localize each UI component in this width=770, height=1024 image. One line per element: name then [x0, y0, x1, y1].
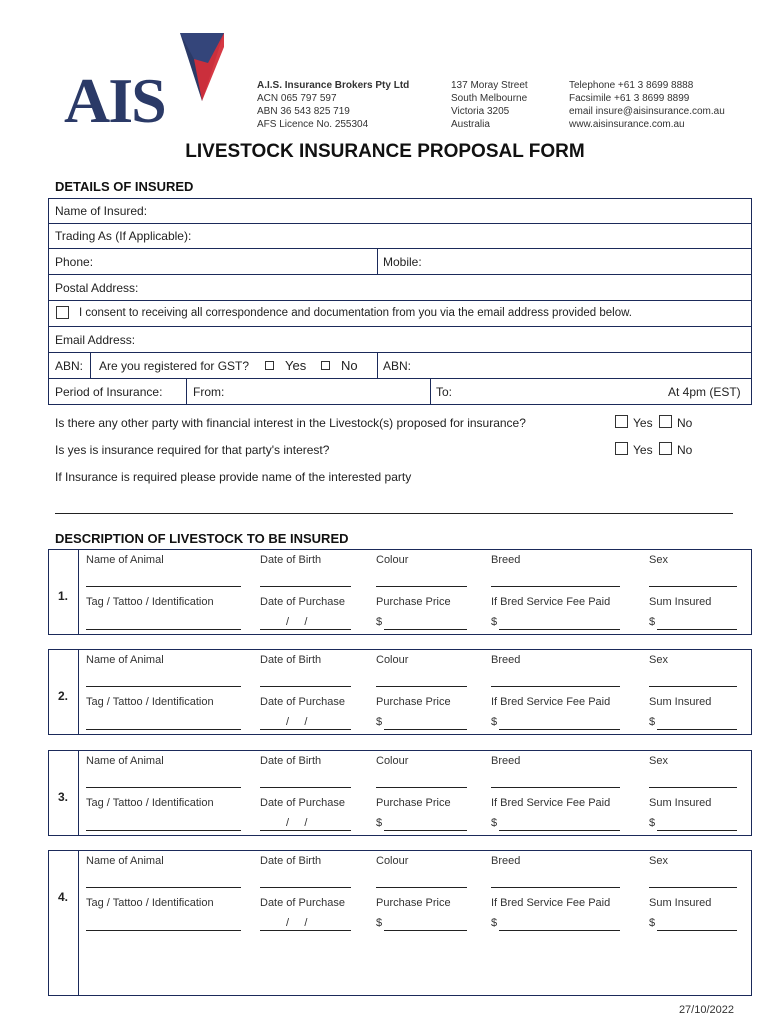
- date-of-birth-field[interactable]: [260, 787, 351, 788]
- service-fee-field[interactable]: [499, 930, 620, 931]
- sex-field[interactable]: [649, 686, 737, 687]
- company-contact: [569, 79, 725, 131]
- identification-label: Tag / Tattoo / Identification: [86, 596, 214, 608]
- date-of-birth-label: Date of Birth: [260, 654, 322, 666]
- sum-insured-label: Sum Insured: [649, 897, 712, 909]
- dollar-sign: $: [376, 817, 383, 829]
- date-separators: / /: [286, 716, 308, 728]
- gst-no-label: No: [341, 358, 358, 373]
- colour-field[interactable]: [376, 586, 467, 587]
- date-of-purchase-field[interactable]: [260, 830, 351, 831]
- purchase-price-label: Purchase Price: [376, 696, 451, 708]
- purchase-price-label: Purchase Price: [376, 596, 451, 608]
- service-fee-field[interactable]: [499, 629, 620, 630]
- service-fee-label: If Bred Service Fee Paid: [491, 797, 611, 809]
- breed-label: Breed: [491, 654, 521, 666]
- dollar-sign: $: [491, 917, 498, 929]
- date-of-purchase-field[interactable]: [260, 629, 351, 630]
- financial-interest-yes-checkbox[interactable]: [615, 415, 628, 428]
- breed-field[interactable]: [491, 686, 620, 687]
- date-separators: / /: [286, 817, 308, 829]
- logo-text: AIS: [64, 65, 165, 136]
- livestock-heading: DESCRIPTION OF LIVESTOCK TO BE INSURED: [55, 531, 349, 546]
- gst-question: Are you registered for GST?: [99, 359, 250, 373]
- animal-name-field[interactable]: [86, 686, 241, 687]
- date-of-birth-field[interactable]: [260, 686, 351, 687]
- purchase-price-field[interactable]: [384, 729, 467, 730]
- company-abn: ABN 36 543 825 719: [257, 106, 350, 117]
- dollar-sign: $: [376, 616, 383, 628]
- service-fee-label: If Bred Service Fee Paid: [491, 696, 611, 708]
- colour-label: Colour: [376, 755, 409, 767]
- purchase-price-field[interactable]: [384, 629, 467, 630]
- party-insurance-yes-label: Yes: [633, 443, 653, 457]
- contact-email[interactable]: email insure@aisinsurance.com.au: [569, 106, 725, 117]
- breed-field[interactable]: [491, 887, 620, 888]
- dollar-sign: $: [491, 716, 498, 728]
- sex-field[interactable]: [649, 887, 737, 888]
- interested-party-field[interactable]: [55, 513, 733, 514]
- date-of-purchase-label: Date of Purchase: [260, 596, 345, 608]
- livestock-block-number: 2.: [58, 689, 69, 703]
- purchase-price-label: Purchase Price: [376, 897, 451, 909]
- animal-name-field[interactable]: [86, 586, 241, 587]
- date-of-purchase-field[interactable]: [260, 930, 351, 931]
- identification-field[interactable]: [86, 729, 241, 730]
- identification-field[interactable]: [86, 830, 241, 831]
- consent-label: I consent to receiving all correspondence and documentation from you via the email address provided below.: [79, 307, 632, 319]
- breed-field[interactable]: [491, 787, 620, 788]
- sum-insured-label: Sum Insured: [649, 596, 712, 608]
- party-insurance-yes-checkbox[interactable]: [615, 442, 628, 455]
- colour-field[interactable]: [376, 686, 467, 687]
- date-of-birth-label: Date of Birth: [260, 554, 322, 566]
- gst-no-checkbox[interactable]: [321, 361, 330, 370]
- date-of-purchase-label: Date of Purchase: [260, 797, 345, 809]
- financial-interest-yes-label: Yes: [633, 416, 653, 430]
- sex-field[interactable]: [649, 586, 737, 587]
- abn-field[interactable]: ABN:: [383, 359, 412, 373]
- period-time-label: At 4pm (EST): [668, 385, 741, 399]
- period-from-field[interactable]: From:: [193, 385, 225, 399]
- party-insurance-no-label: No: [677, 443, 693, 457]
- ais-logo: [64, 33, 234, 136]
- address-line: South Melbourne: [451, 93, 528, 104]
- purchase-price-label: Purchase Price: [376, 797, 451, 809]
- email-address-field[interactable]: Email Address:: [55, 333, 136, 347]
- sex-label: Sex: [649, 755, 668, 767]
- address-line: 137 Moray Street: [451, 80, 528, 91]
- livestock-block-number: 3.: [58, 790, 69, 804]
- breed-field[interactable]: [491, 586, 620, 587]
- colour-label: Colour: [376, 855, 409, 867]
- colour-field[interactable]: [376, 887, 467, 888]
- identification-label: Tag / Tattoo / Identification: [86, 897, 214, 909]
- financial-interest-no-checkbox[interactable]: [659, 415, 672, 428]
- livestock-block-number: 1.: [58, 589, 69, 603]
- date-of-purchase-label: Date of Purchase: [260, 696, 345, 708]
- abn-label: ABN:: [55, 359, 84, 373]
- dollar-sign: $: [649, 917, 656, 929]
- consent-checkbox[interactable]: [56, 306, 69, 319]
- colour-label: Colour: [376, 554, 409, 566]
- details-heading: DETAILS OF INSURED: [55, 179, 194, 194]
- identification-label: Tag / Tattoo / Identification: [86, 797, 214, 809]
- sum-insured-label: Sum Insured: [649, 696, 712, 708]
- interested-party-prompt: If Insurance is required please provide name of the interested party: [55, 470, 412, 484]
- breed-label: Breed: [491, 554, 521, 566]
- form-title: LIVESTOCK INSURANCE PROPOSAL FORM: [185, 141, 585, 162]
- trading-as-field[interactable]: Trading As (If Applicable):: [55, 229, 192, 243]
- dollar-sign: $: [491, 817, 498, 829]
- breed-label: Breed: [491, 755, 521, 767]
- financial-interest-no-label: No: [677, 416, 693, 430]
- address-line: Australia: [451, 119, 490, 130]
- postal-address-field[interactable]: Postal Address:: [55, 281, 139, 295]
- company-address: [451, 79, 528, 131]
- sum-insured-field[interactable]: [657, 629, 737, 630]
- sum-insured-label: Sum Insured: [649, 797, 712, 809]
- sum-insured-field[interactable]: [657, 729, 737, 730]
- sex-label: Sex: [649, 654, 668, 666]
- date-of-birth-label: Date of Birth: [260, 855, 322, 867]
- company-name: A.I.S. Insurance Brokers Pty Ltd: [257, 80, 410, 91]
- gst-yes-checkbox[interactable]: [265, 361, 274, 370]
- animal-name-label: Name of Animal: [86, 554, 164, 566]
- sum-insured-field[interactable]: [657, 830, 737, 831]
- dollar-sign: $: [649, 616, 656, 628]
- purchase-price-field[interactable]: [384, 930, 467, 931]
- period-to-field[interactable]: To:: [436, 385, 453, 399]
- identification-field[interactable]: [86, 930, 241, 931]
- sex-field[interactable]: [649, 787, 737, 788]
- address-line: Victoria 3205: [451, 106, 510, 117]
- logo-triangle-icon: [180, 33, 224, 103]
- mobile-field[interactable]: Mobile:: [383, 255, 422, 269]
- party-insurance-no-checkbox[interactable]: [659, 442, 672, 455]
- animal-name-label: Name of Animal: [86, 855, 164, 867]
- identification-label: Tag / Tattoo / Identification: [86, 696, 214, 708]
- date-of-birth-field[interactable]: [260, 887, 351, 888]
- date-of-birth-field[interactable]: [260, 586, 351, 587]
- colour-field[interactable]: [376, 787, 467, 788]
- animal-name-field[interactable]: [86, 887, 241, 888]
- colour-label: Colour: [376, 654, 409, 666]
- purchase-price-field[interactable]: [384, 830, 467, 831]
- dollar-sign: $: [649, 817, 656, 829]
- sex-label: Sex: [649, 554, 668, 566]
- date-of-purchase-label: Date of Purchase: [260, 897, 345, 909]
- financial-interest-question: Is there any other party with financial interest in the Livestock(s) proposed for insurance?: [55, 416, 526, 430]
- dollar-sign: $: [376, 917, 383, 929]
- dollar-sign: $: [376, 716, 383, 728]
- service-fee-label: If Bred Service Fee Paid: [491, 897, 611, 909]
- party-insurance-question: Is yes is insurance required for that party's interest?: [55, 443, 330, 457]
- phone-field[interactable]: Phone:: [55, 255, 94, 269]
- period-of-insurance-label: Period of Insurance:: [55, 385, 163, 399]
- name-of-insured-field[interactable]: Name of Insured:: [55, 204, 148, 218]
- livestock-block: [48, 850, 752, 996]
- sum-insured-field[interactable]: [657, 930, 737, 931]
- contact-fax: Facsimile +61 3 8699 8899: [569, 93, 690, 104]
- date-of-birth-label: Date of Birth: [260, 755, 322, 767]
- date-separators: / /: [286, 616, 308, 628]
- date-of-purchase-field[interactable]: [260, 729, 351, 730]
- company-afs: AFS Licence No. 255304: [257, 119, 369, 130]
- contact-phone: Telephone +61 3 8699 8888: [569, 80, 694, 91]
- dollar-sign: $: [649, 716, 656, 728]
- gst-yes-label: Yes: [285, 358, 307, 373]
- date-separators: / /: [286, 917, 308, 929]
- service-fee-label: If Bred Service Fee Paid: [491, 596, 611, 608]
- form-date: 27/10/2022: [678, 1004, 734, 1016]
- dollar-sign: $: [491, 616, 498, 628]
- animal-name-field[interactable]: [86, 787, 241, 788]
- contact-website[interactable]: www.aisinsurance.com.au: [569, 119, 685, 130]
- breed-label: Breed: [491, 855, 521, 867]
- animal-name-label: Name of Animal: [86, 654, 164, 666]
- service-fee-field[interactable]: [499, 830, 620, 831]
- service-fee-field[interactable]: [499, 729, 620, 730]
- livestock-block-number: 4.: [58, 890, 69, 904]
- animal-name-label: Name of Animal: [86, 755, 164, 767]
- sex-label: Sex: [649, 855, 668, 867]
- company-info: [257, 79, 409, 131]
- company-acn: ACN 065 797 597: [257, 93, 337, 104]
- identification-field[interactable]: [86, 629, 241, 630]
